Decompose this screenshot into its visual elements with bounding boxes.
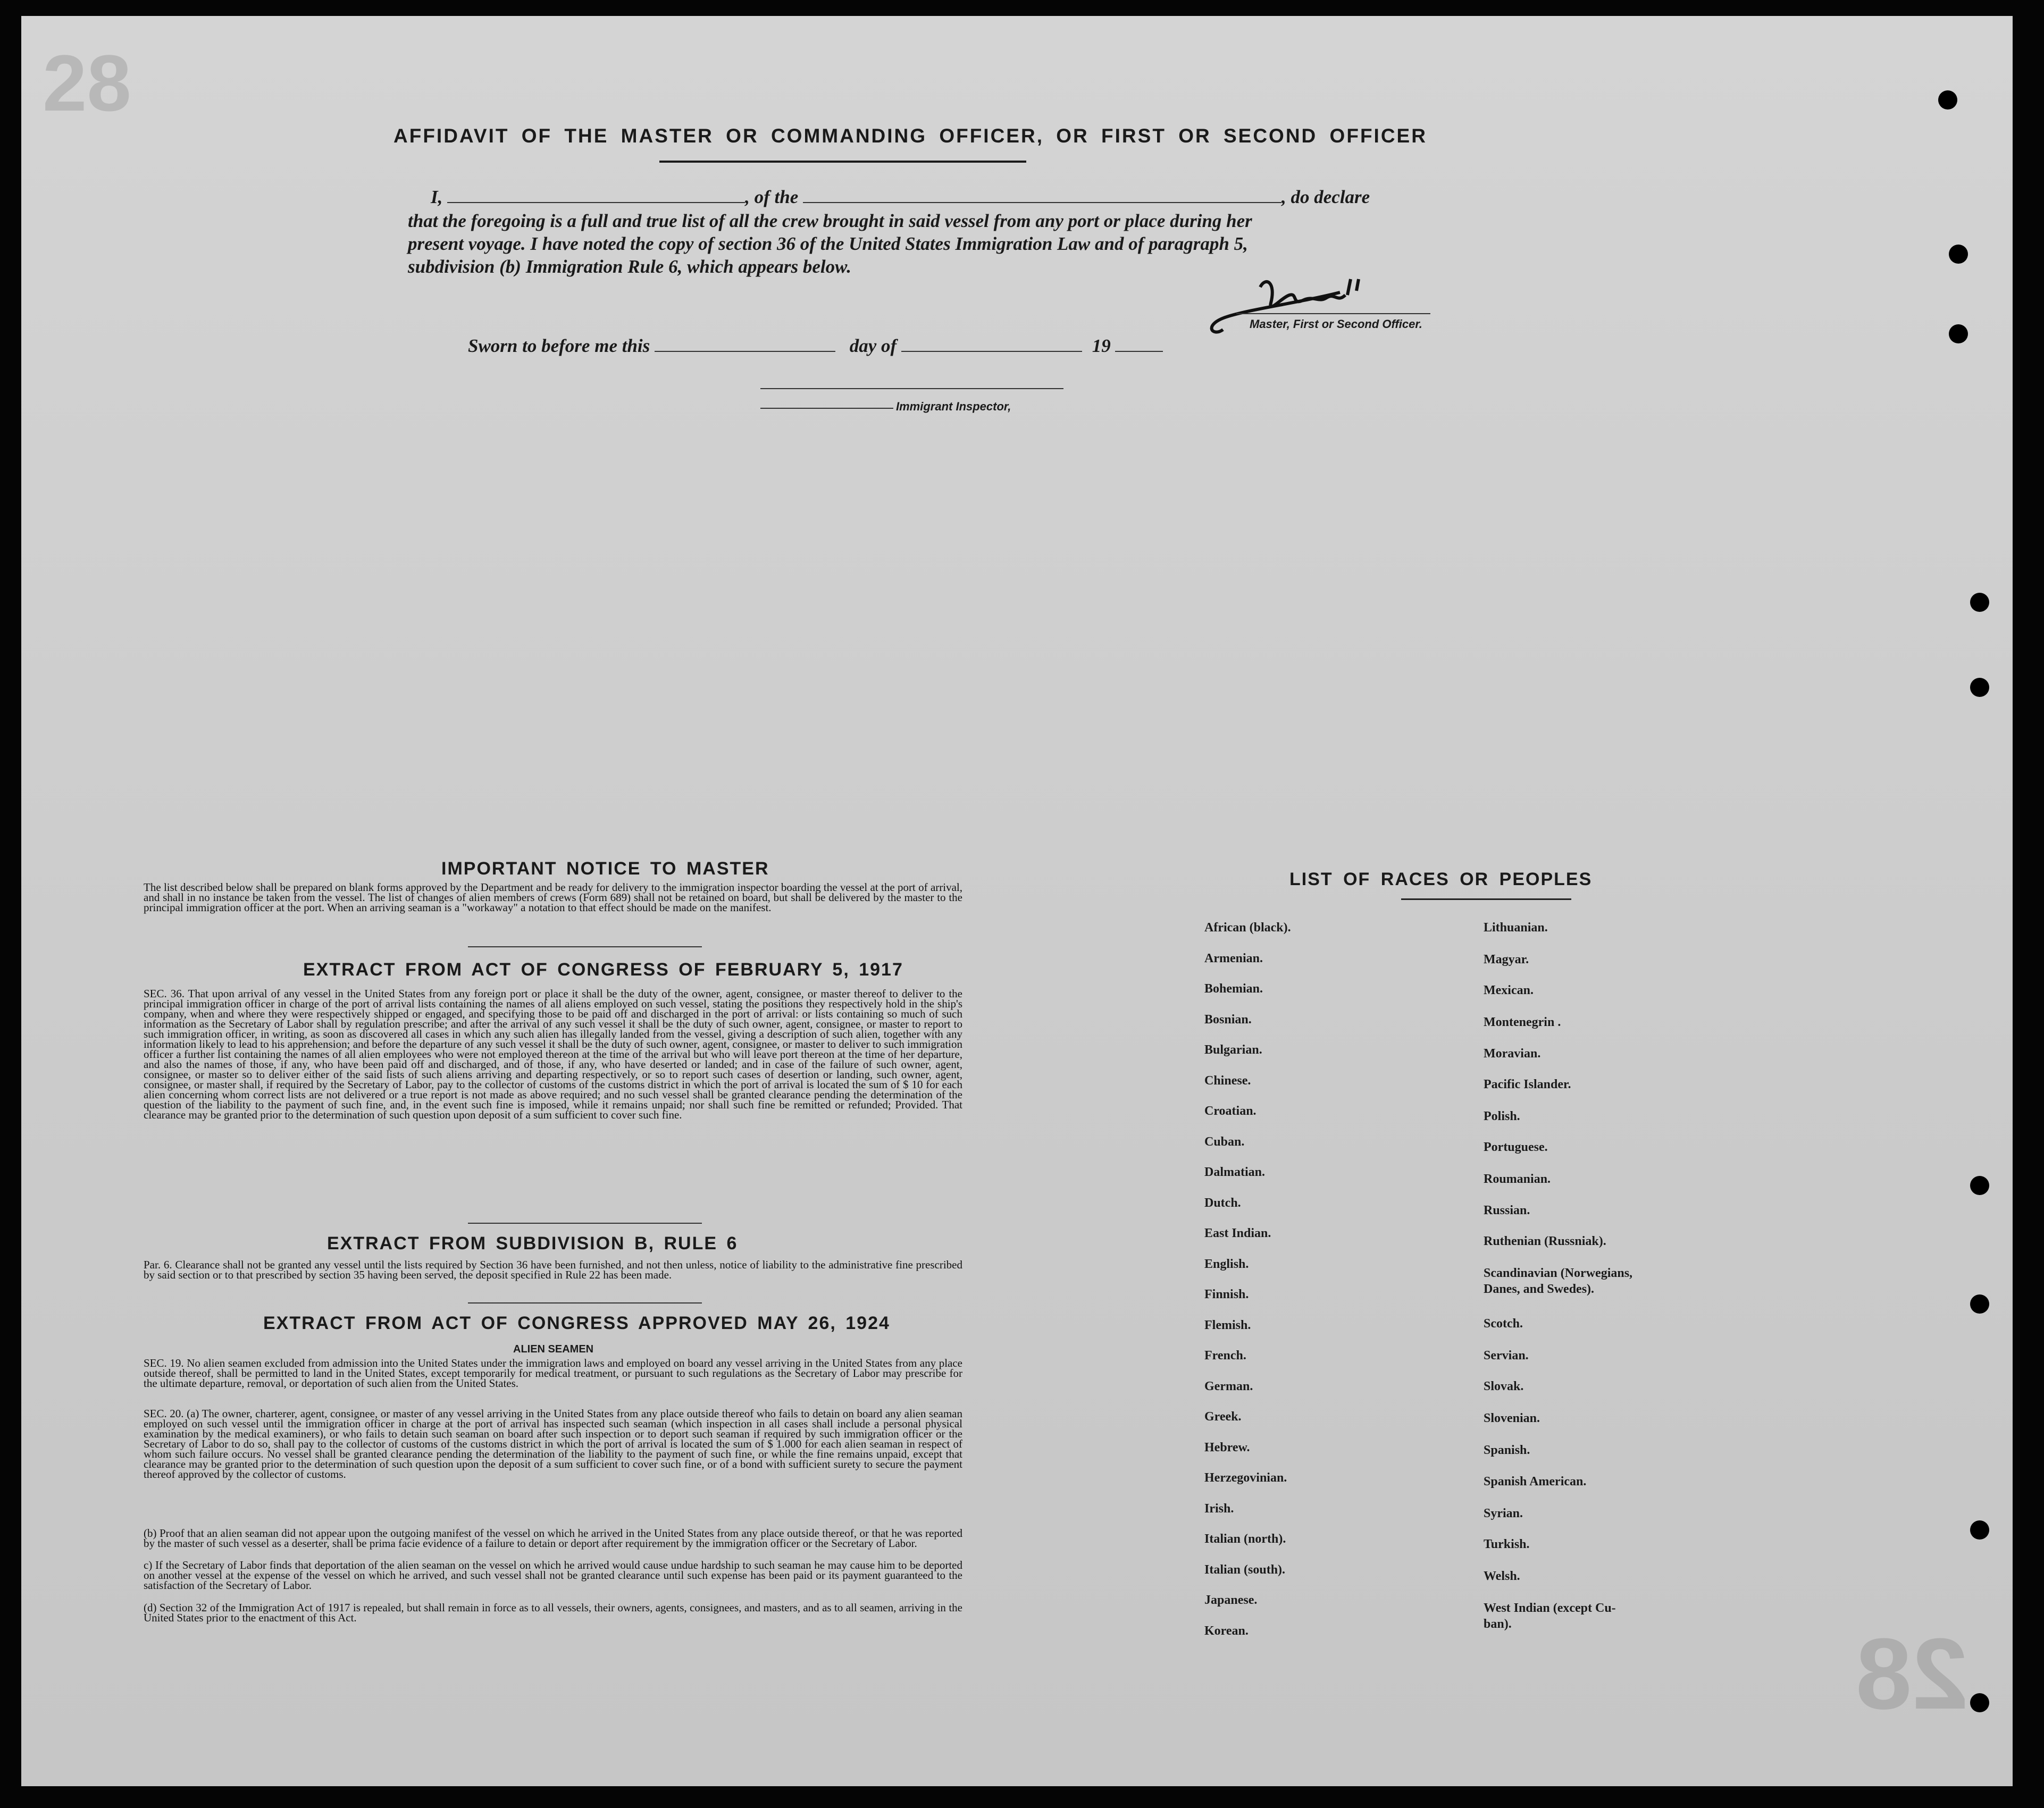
- race-item: Spanish American.: [1484, 1475, 1587, 1489]
- sworn-text: Sworn to before me this: [468, 335, 650, 356]
- race-item: Japanese.: [1204, 1593, 1258, 1607]
- inspector-signature-line: [760, 388, 1063, 389]
- race-item: Slovenian.: [1484, 1411, 1540, 1425]
- notice-body: The list described below shall be prepared on blank forms approved by the Department and be ready for delivery to the immigration inspector boarding the vessel at the port of arrival, and shall in no instance be taken from the vessel. The list of changes of alien members of crews (Form 689) shall not be retained on board, but shall be delivered by the master to the principal immigration officer at the port. When an arriving seaman is a "workaway" a notation to that effect should be made on the manifest.: [144, 881, 962, 914]
- race-item: Italian (north).: [1204, 1532, 1286, 1546]
- race-item: English.: [1204, 1257, 1249, 1271]
- affidavit-line-3: present voyage. I have noted the copy of section 36 of the United States Immigration Law and of paragraph 5,: [408, 233, 1248, 254]
- race-item: East Indian.: [1204, 1226, 1271, 1240]
- affidavit-line-2: that the foregoing is a full and true list of all the crew brought in said vessel from any port or place during her: [408, 211, 1252, 231]
- extract-1917-title: EXTRACT FROM ACT OF CONGRESS OF FEBRUARY 5, 1917: [303, 960, 903, 980]
- binder-hole: [1970, 593, 1989, 612]
- binder-hole: [1970, 1176, 1989, 1195]
- race-item: Turkish.: [1484, 1537, 1530, 1551]
- race-item: Roumanian.: [1484, 1172, 1551, 1186]
- race-item: Cuban.: [1204, 1135, 1245, 1149]
- race-item: Bohemian.: [1204, 982, 1263, 996]
- sec20a-body: SEC. 20. (a) The owner, charterer, agent, consignee, or master of any vessel arriving in the United States from any place outside thereof who fails to detain on board any alien seaman employed on such vessel until the immigration officer in charge at the port of arrival has inspected such seaman (which inspection in all cases shall include a personal physical examination by the medical examiners), or who fails to detain such seaman on board after such inspection or to deport such seaman if required by such immigration officer or the Secretary of Labor to do so, shall pay to the collector of customs of the customs district in which the port of arrival is located the sum of $ 1.000 for each alien seaman in respect of whom such failure occurs. No vessel shall be granted clearance pending the determination of the liability to the payment of such fine, or while the fine remains unpaid, except that clearance may be granted prior to the determination of such question upon the deposit of a sum sufficient to cover such fine, or of a bond with sufficient surety to secure the payment thereof approved by the collector of customs.: [144, 1407, 962, 1481]
- race-item: Slovak.: [1484, 1380, 1524, 1393]
- race-item: French.: [1204, 1349, 1246, 1363]
- day-blank[interactable]: [655, 335, 835, 352]
- year-blank[interactable]: [1115, 335, 1163, 352]
- binder-hole: [1949, 324, 1968, 343]
- affidavit-do-declare: , do declare: [1281, 187, 1370, 207]
- affidavit-line-1: [431, 186, 1370, 208]
- title-underline: [659, 161, 1026, 163]
- race-item: Korean.: [1204, 1624, 1249, 1638]
- race-item: Scandinavian (Norwegians, Danes, and Swedes).: [1484, 1266, 1633, 1296]
- binder-hole: [1970, 1520, 1989, 1540]
- race-item: Lithuanian.: [1484, 921, 1548, 935]
- race-item: Spanish.: [1484, 1443, 1530, 1457]
- race-item: Russian.: [1484, 1204, 1530, 1217]
- binder-hole: [1970, 1693, 1989, 1712]
- signature-caption: Master, First or Second Officer.: [1250, 317, 1422, 331]
- race-item: Herzegovinian.: [1204, 1471, 1287, 1485]
- inspector-caption: Immigrant Inspector,: [896, 400, 1011, 413]
- race-item: Bulgarian.: [1204, 1043, 1262, 1057]
- notice-rule: [468, 946, 702, 947]
- race-item: Welsh.: [1484, 1569, 1520, 1583]
- sworn-year: 19: [1092, 335, 1111, 356]
- race-item: Irish.: [1204, 1502, 1234, 1516]
- race-item: Finnish.: [1204, 1288, 1249, 1301]
- affidavit-line-4: subdivision (b) Immigration Rule 6, which appears below.: [408, 256, 851, 277]
- page-number-stamp: 28: [43, 38, 131, 128]
- race-item: Servian.: [1484, 1349, 1529, 1363]
- binder-hole: [1970, 678, 1989, 697]
- inspector-name-line: [760, 408, 893, 409]
- race-item: Bosnian.: [1204, 1013, 1252, 1027]
- sec20c-body: c) If the Secretary of Labor finds that deportation of the alien seaman on the vessel on which he arrived would cause undue hardship to such seaman he may cause him to be deported on another vessel at the expense of the vessel on which he arrived, and such vessel shall not be granted clearance until such expense has been paid or its payment guaranteed to the satisfaction of the Secretary of Labor.: [144, 1559, 962, 1592]
- race-item: Pacific Islander.: [1484, 1078, 1571, 1091]
- race-item: Polish.: [1484, 1109, 1520, 1123]
- binder-hole: [1938, 90, 1957, 110]
- race-item: West Indian (except Cu- ban).: [1484, 1601, 1616, 1631]
- races-rule: [1401, 898, 1571, 900]
- sworn-day-of: day of: [849, 335, 897, 356]
- extract-1924-title: EXTRACT FROM ACT OF CONGRESS APPROVED MAY 26, 1924: [263, 1313, 890, 1333]
- affidavit-of-the: , of the: [745, 187, 799, 207]
- page-number-bleed: 28: [1856, 1618, 1968, 1730]
- extract-1917-rule: [468, 1223, 702, 1224]
- race-item: Ruthenian (Russniak).: [1484, 1234, 1606, 1248]
- document-page: [21, 16, 2013, 1786]
- race-item: Dalmatian.: [1204, 1165, 1265, 1179]
- vessel-blank[interactable]: [803, 186, 1281, 203]
- race-item: Italian (south).: [1204, 1563, 1286, 1577]
- sec20b-body: (b) Proof that an alien seaman did not appear upon the outgoing manifest of the vessel on which he arrived in the United States from any place outside thereof, or that he was reported by the master of such vessel as a deserter, shall be prima facie evidence of a failure to detain or deport after requirement by the immigration officer or the Secretary of Labor.: [144, 1527, 962, 1550]
- signature: [1191, 260, 1457, 351]
- sec20d-body: (d) Section 32 of the Immigration Act of 1917 is repealed, but shall remain in force as to all vessels, their owners, agents, consignees, and masters, and as to all seamen, arriving in the United States prior to the enactment of this Act.: [144, 1601, 962, 1624]
- races-title: LIST OF RACES OR PEOPLES: [1289, 869, 1593, 889]
- extract-rule6-body: Par. 6. Clearance shall not be granted any vessel until the lists required by Section 36 have been furnished, and not then unless, notice of liability to the administrative fine prescribed by said section or to that prescribed by section 35 having been served, the deposit specified in Rule 22 has been made.: [144, 1258, 962, 1281]
- race-item: Chinese.: [1204, 1074, 1251, 1088]
- affidavit-title: AFFIDAVIT OF THE MASTER OR COMMANDING OFFICER, OR FIRST OR SECOND OFFICER: [393, 125, 1427, 147]
- sworn-line: [468, 335, 1163, 357]
- race-item: Armenian.: [1204, 952, 1263, 965]
- race-item: Scotch.: [1484, 1317, 1523, 1331]
- race-item: Dutch.: [1204, 1196, 1241, 1210]
- sec19-body: SEC. 19. No alien seamen excluded from admission into the United States under the immigration laws and employed on board any vessel arriving in the United States from any place outside thereof, shall be permitted to land in the United States, except temporarily for medical treatment, or pursuant to such regulations as the Secretary of Labor may prescribe for the ultimate departure, removal, or deportation of such alien from the United States.: [144, 1357, 962, 1390]
- race-item: African (black).: [1204, 921, 1291, 935]
- binder-hole: [1949, 245, 1968, 264]
- race-item: Croatian.: [1204, 1104, 1256, 1118]
- binder-hole: [1970, 1294, 1989, 1314]
- race-item: Flemish.: [1204, 1318, 1251, 1332]
- race-item: Syrian.: [1484, 1507, 1523, 1520]
- extract-rule6-title: EXTRACT FROM SUBDIVISION B, RULE 6: [327, 1233, 738, 1254]
- race-item: Magyar.: [1484, 953, 1529, 966]
- notice-title: IMPORTANT NOTICE TO MASTER: [441, 859, 769, 879]
- race-item: Moravian.: [1484, 1047, 1541, 1061]
- month-blank[interactable]: [901, 335, 1082, 352]
- name-blank[interactable]: [447, 186, 745, 203]
- race-item: Portuguese.: [1484, 1140, 1548, 1154]
- race-item: Montenegrin .: [1484, 1015, 1561, 1029]
- alien-seamen-subtitle: ALIEN SEAMEN: [513, 1343, 594, 1355]
- affidavit-i: I,: [431, 187, 443, 207]
- extract-1917-body: SEC. 36. That upon arrival of any vessel in the United States from any foreign port or place it shall be the duty of the owner, agent, consignee, or master thereof to deliver to the principal immigration officer in charge of the port of arrival lists containing the names of all aliens employed on such vessel, stating the positions they respectively hold in the ship's company, when and where they were respectively shipped or engaged, and specifying those to be paid off and discharged in the port of arrival: or lists containing so much of such information as the Secretary of Labor shall by regulation prescribe; and after the arrival of any such vessel it shall be the duty of such owner, agent, consignee, or master to report to such immigration officer, in writing, as soon as discovered all cases in which any such alien has illegally landed from the vessel, giving a description of such alien, together with any information likely to lead to his apprehension; and before the departure of any such vessel it shall be the duty of such owner, agent, consignee, or master to deliver to such immigration officer a further list containing the names of all alien employees who were not employed thereon at the time of the arrival but who will leave port thereon at the time of her departure, and also the names of those, if any, who have been paid off and discharged, and of those, if any, who have deserted or landed; and in case of the failure of such owner, agent, consignee, or master so to deliver either of the said lists of such aliens arriving and departing respectively, or so to report such cases of desertion or landing, such owner, agent, consignee, or master shall, if required by the Secretary of Labor, pay to the collector of customs of the customs district in which the port of arrival is located the sum of $ 10 for each alien concerning whom correct lists are not delivered or a true report is not made as above required; and no such vessel shall be granted clearance pending the determination of the question of the liability to the payment of such fine, and, in the event such fine is imposed, while it remains unpaid; nor shall such fine be remitted or refunded; Provided. That clearance may be granted prior to the determination of such question upon deposit of a sum sufficient to cover such fine.: [144, 987, 962, 1121]
- race-item: Mexican.: [1484, 983, 1534, 997]
- race-item: Greek.: [1204, 1410, 1242, 1424]
- extract-rule6-rule: [468, 1302, 702, 1304]
- race-item: Hebrew.: [1204, 1441, 1250, 1454]
- race-item: German.: [1204, 1380, 1253, 1393]
